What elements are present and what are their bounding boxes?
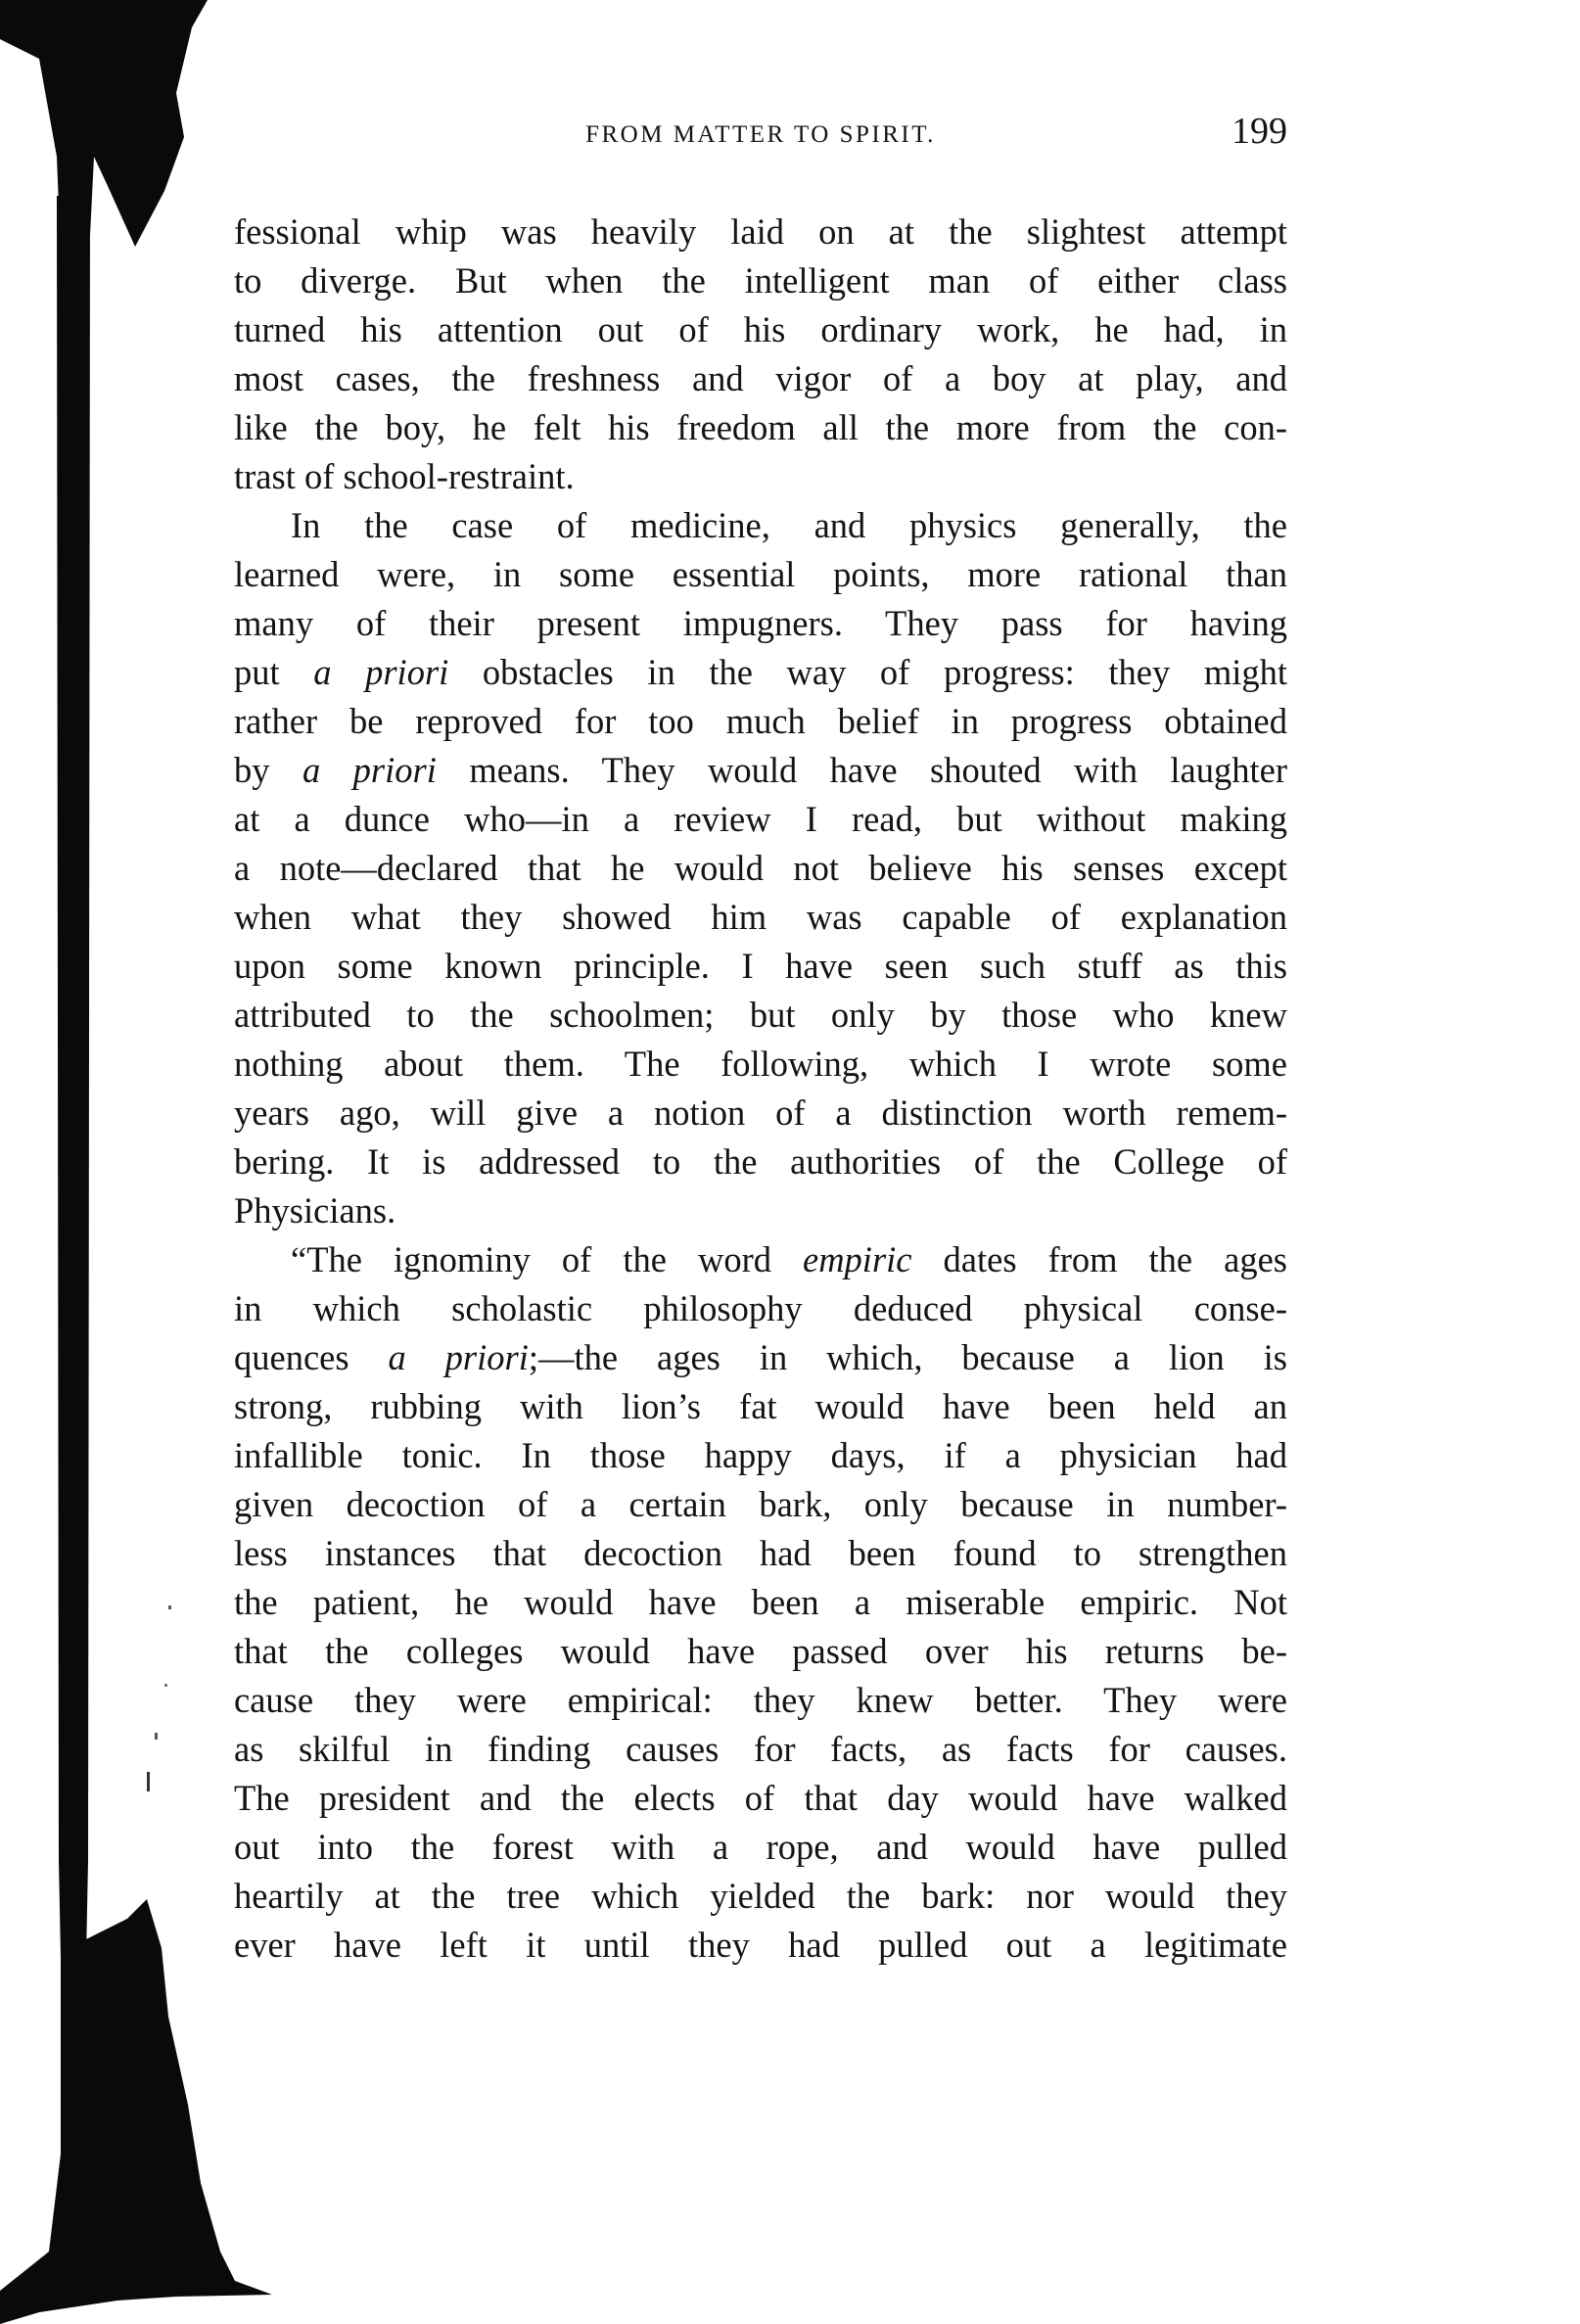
text-segment: most cases, the freshness and vigor of a boy at play, and bbox=[234, 358, 1287, 398]
text-line bbox=[234, 844, 1287, 893]
text-line bbox=[234, 1235, 1287, 1284]
text-line bbox=[234, 697, 1287, 746]
text-segment: ever have left it until they had pulled out a legitimate bbox=[234, 1925, 1287, 1965]
italic-text: a priori bbox=[388, 1337, 529, 1377]
text-line bbox=[234, 550, 1287, 599]
text-segment: fessional whip was heavily laid on at the slightest attempt bbox=[234, 211, 1287, 252]
running-title: FROM MATTER TO SPIRIT. bbox=[585, 121, 936, 148]
text-segment: many of their present impugners. They pass for having bbox=[234, 603, 1287, 643]
text-line bbox=[234, 991, 1287, 1040]
text-line bbox=[234, 256, 1287, 305]
text-segment: as skilful in finding causes for facts, as facts for causes. bbox=[234, 1729, 1287, 1769]
text-segment: ;—the ages in which, because a lion is bbox=[528, 1337, 1287, 1377]
text-segment: that the colleges would have passed over his returns be- bbox=[234, 1631, 1287, 1671]
text-line bbox=[234, 746, 1287, 795]
text-line bbox=[234, 648, 1287, 697]
text-segment: means. They would have shouted with laughter bbox=[436, 750, 1287, 790]
margin-speck bbox=[155, 1733, 158, 1740]
text-line bbox=[234, 1138, 1287, 1186]
text-line bbox=[234, 1040, 1287, 1089]
text-segment: in which scholastic philosophy deduced physical conse- bbox=[234, 1288, 1287, 1328]
margin-speck bbox=[164, 1684, 167, 1687]
binding-shadow-top bbox=[0, 0, 208, 255]
text-line bbox=[234, 1823, 1287, 1872]
text-segment: years ago, will give a notion of a distinction worth remem- bbox=[234, 1092, 1287, 1133]
text-line bbox=[234, 452, 1287, 501]
text-segment: Physicians. bbox=[234, 1190, 396, 1231]
text-segment: nothing about them. The following, which I wrote some bbox=[234, 1044, 1287, 1084]
text-segment: put bbox=[234, 652, 314, 692]
text-segment: In the case of medicine, and physics generally, the bbox=[291, 505, 1287, 545]
text-line bbox=[234, 1676, 1287, 1725]
text-line bbox=[234, 599, 1287, 648]
text-line bbox=[234, 1333, 1287, 1382]
page-number: 199 bbox=[1231, 111, 1287, 152]
text-line bbox=[234, 1089, 1287, 1138]
text-line bbox=[234, 1725, 1287, 1774]
text-segment: the patient, he would have been a miserable empiric. Not bbox=[234, 1582, 1287, 1622]
text-segment: attributed to the schoolmen; but only by those who knew bbox=[234, 995, 1287, 1035]
text-line bbox=[234, 1284, 1287, 1333]
binding-shadow-strip bbox=[57, 196, 90, 1958]
text-segment: cause they were empirical: they knew better. They were bbox=[234, 1680, 1287, 1720]
italic-text: a priori bbox=[302, 750, 437, 790]
margin-speck bbox=[147, 1772, 150, 1791]
text-line bbox=[234, 354, 1287, 403]
text-segment: by bbox=[234, 750, 302, 790]
text-line bbox=[234, 1186, 1287, 1235]
text-line bbox=[234, 1774, 1287, 1823]
text-segment: at a dunce who—in a review I read, but without making bbox=[234, 799, 1287, 839]
text-segment: “The ignominy of the word bbox=[291, 1239, 803, 1279]
text-segment: The president and the elects of that day would have walked bbox=[234, 1778, 1287, 1818]
text-line bbox=[234, 1529, 1287, 1578]
italic-text: empiric bbox=[803, 1239, 912, 1279]
text-line bbox=[234, 403, 1287, 452]
text-segment: a note—declared that he would not believe his senses except bbox=[234, 848, 1287, 888]
text-line bbox=[234, 942, 1287, 991]
text-line bbox=[234, 1382, 1287, 1431]
binding-shadow-bottom bbox=[0, 1899, 272, 2324]
text-segment: strong, rubbing with lion’s fat would have been held an bbox=[234, 1386, 1287, 1426]
text-segment: given decoction of a certain bark, only because in number- bbox=[234, 1484, 1287, 1524]
italic-text: a priori bbox=[313, 652, 449, 692]
text-segment: bering. It is addressed to the authorities of the College of bbox=[234, 1141, 1287, 1182]
text-line bbox=[234, 893, 1287, 942]
text-line bbox=[234, 1921, 1287, 1970]
text-segment: dates from the ages bbox=[911, 1239, 1287, 1279]
text-segment: heartily at the tree which yielded the bark: nor would they bbox=[234, 1876, 1287, 1916]
text-segment: upon some known principle. I have seen such stuff as this bbox=[234, 946, 1287, 986]
text-segment: infallible tonic. In those happy days, if a physician had bbox=[234, 1435, 1287, 1475]
text-segment: to diverge. But when the intelligent man of either class bbox=[234, 260, 1287, 301]
text-line bbox=[234, 1627, 1287, 1676]
body-text bbox=[234, 208, 1287, 1970]
page-header bbox=[234, 110, 1287, 159]
text-line bbox=[234, 208, 1287, 256]
text-segment: trast of school-restraint. bbox=[234, 456, 575, 496]
text-segment: when what they showed him was capable of explanation bbox=[234, 897, 1287, 937]
text-line bbox=[234, 1872, 1287, 1921]
text-segment: like the boy, he felt his freedom all the more from the con- bbox=[234, 407, 1287, 447]
text-segment: less instances that decoction had been found to strengthen bbox=[234, 1533, 1287, 1573]
text-segment: quences bbox=[234, 1337, 389, 1377]
text-line bbox=[234, 501, 1287, 550]
text-line bbox=[234, 1578, 1287, 1627]
text-segment: obstacles in the way of progress: they might bbox=[448, 652, 1287, 692]
text-line bbox=[234, 305, 1287, 354]
text-segment: out into the forest with a rope, and would have pulled bbox=[234, 1827, 1287, 1867]
text-segment: learned were, in some essential points, more rational than bbox=[234, 554, 1287, 594]
text-segment: turned his attention out of his ordinary work, he had, in bbox=[234, 309, 1287, 349]
text-line bbox=[234, 1480, 1287, 1529]
text-segment: rather be reproved for too much belief in progress obtained bbox=[234, 701, 1287, 741]
margin-speck bbox=[168, 1605, 171, 1609]
text-line bbox=[234, 795, 1287, 844]
text-line bbox=[234, 1431, 1287, 1480]
